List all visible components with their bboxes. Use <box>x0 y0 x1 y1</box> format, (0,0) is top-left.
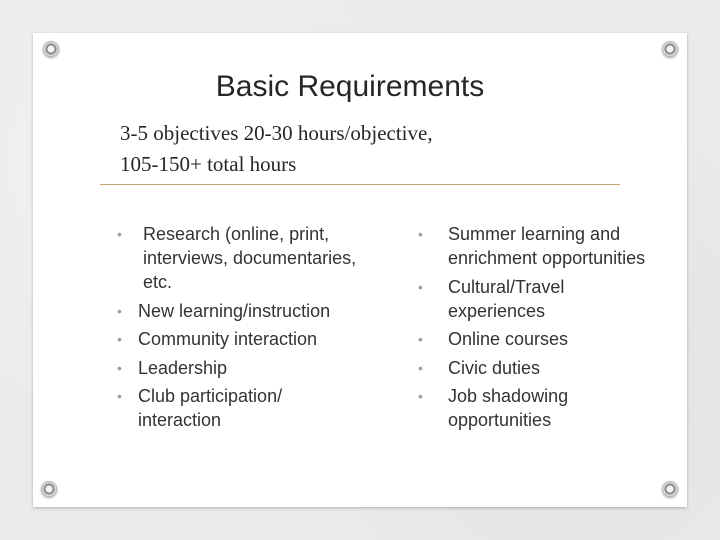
list-item-text: Leadership <box>138 357 228 378</box>
list-item-text: Club participation/ interaction <box>138 386 283 430</box>
left-bullet-list <box>117 222 362 437</box>
list-item-text: Community interaction <box>138 329 318 349</box>
list-item <box>117 299 362 323</box>
list-item <box>418 275 663 323</box>
list-item <box>418 327 663 351</box>
slide-title: Basic Requirements <box>215 70 485 103</box>
subtitle-line-1: 3-5 objectives 20-30 hours/objective, <box>120 121 433 145</box>
bullet-icon: • <box>418 331 423 347</box>
bullet-icon: • <box>117 302 122 319</box>
list-item <box>418 222 663 270</box>
bullet-icon: • <box>418 388 423 404</box>
list-item-text: New learning/instruction <box>138 300 331 321</box>
bullet-icon: • <box>117 359 122 376</box>
list-item-text: Research (online, print, interviews, documentaries, etc. <box>143 224 357 292</box>
pushpin-icon <box>662 481 678 497</box>
list-item <box>117 222 362 294</box>
list-item <box>418 384 663 432</box>
list-item <box>117 384 362 432</box>
pushpin-icon <box>662 41 678 57</box>
list-item-text: Civic duties <box>448 357 541 378</box>
bullet-icon: • <box>418 278 423 295</box>
pushpin-icon <box>43 41 59 57</box>
list-item-text: Online courses <box>448 329 569 349</box>
list-item <box>117 327 362 351</box>
bullet-icon: • <box>117 331 122 347</box>
bullet-icon: • <box>418 226 423 242</box>
subtitle-line-2: 105-150+ total hours <box>120 152 297 176</box>
list-item <box>418 356 663 380</box>
pushpin-icon <box>41 481 57 497</box>
list-item-text: Job shadowing opportunities <box>448 386 569 430</box>
list-item <box>117 356 362 380</box>
bullet-icon: • <box>117 226 122 242</box>
list-item-text: Cultural/Travel experiences <box>448 276 565 321</box>
slide-subtitle <box>120 118 620 180</box>
bullet-icon: • <box>117 388 122 404</box>
title-divider <box>100 184 620 185</box>
list-item-text: Summer learning and enrichment opportunities <box>448 224 646 268</box>
right-bullet-list <box>418 222 663 437</box>
bullet-icon: • <box>418 359 423 376</box>
